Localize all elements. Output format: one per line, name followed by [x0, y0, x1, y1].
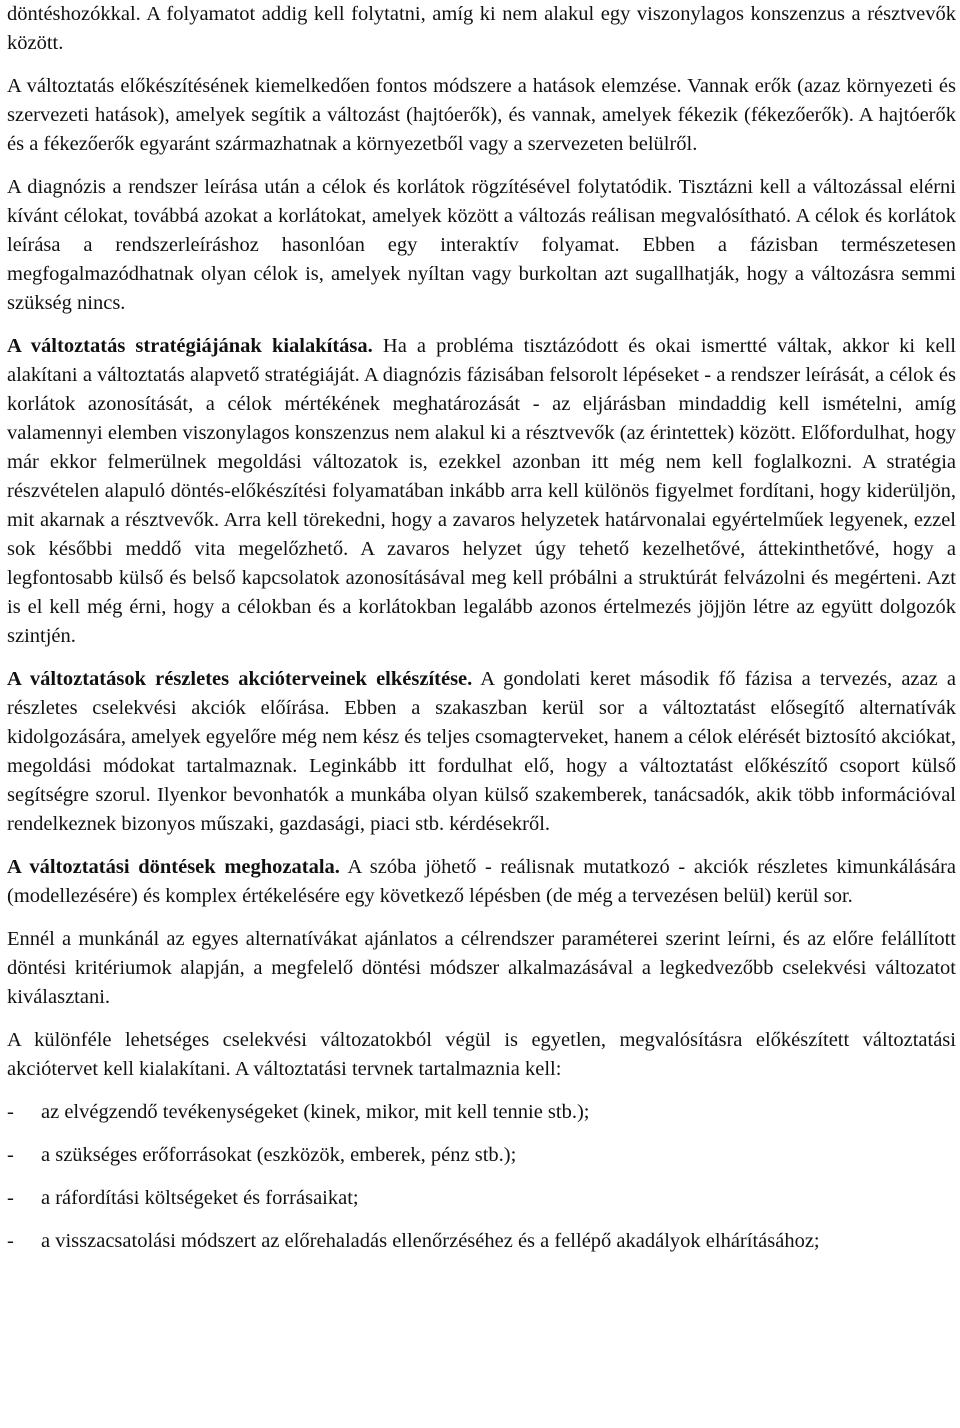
list-item-text: a ráfordítási költségeket és forrásaikat; — [41, 1187, 359, 1209]
paragraph-text: A diagnózis a rendszer leírása után a célok és korlátok rögzítésével folytatódik. Tisztázni kell a változással elérni kívánt célokat, továbbá azokat a korlátokat, amelyek között a változás reálisan megvalósítható. A célok és korlátok leírása a rendszerleíráshoz hasonlóan egy interaktív folyamat. Ebben a fázisban természetesen megfogalmazódhatnak olyan célok is, amelyek nyíltan vagy burkoltan azt sugallhatják, hogy a változásra semmi szükség nincs. — [7, 176, 956, 314]
paragraph-text: A változtatás előkészítésének kiemelkedően fontos módszere a hatások elemzése. Vannak erők (azaz környezeti és szervezeti hatások), amelyek segítik a változást (hajtóerők), és vannak, amelyek fékezik (fékezőerők). A hajtóerők és a fékezőerők egyaránt származhatnak a környezetből vagy a szervezeten belülről. — [7, 75, 956, 155]
list-marker: - — [7, 1187, 14, 1209]
paragraph-text: Ha a probléma tisztázódott és okai ismertté váltak, akkor ki kell alakítani a változtatás alapvető stratégiáját. A diagnózis fázisában felsorolt lépéseket - a rendszer leírását, a célok és korlátok azonosítását, a célok mértékének meghatározását - az eljárásban mindaddig kell ismételni, amíg valamennyi elemben viszonylagos konszenzus nem alakul ki a résztvevők (az érintettek) között. Előfordulhat, hogy már ekkor felmerülnek megoldási változatok is, ezekkel azonban itt még nem kell foglalkozni. A stratégia részvételen alapuló döntés-előkészítési folyamatában inkább arra kell különös figyelmet fordítani, hogy kiderüljön, mit akarnak a résztvevők. Arra kell törekedni, hogy a zavaros helyzetek határvonalai egyértelműek legyenek, ezzel sok későbbi meddő vita megelőzhető. A zavaros helyzet úgy tehető kezelhetővé, áttekinthetővé, hogy a legfontosabb külső és belső kapcsolatok azonosításával meg kell próbálni a struktúrát felvázolni és megérteni. Azt is el kell még érni, hogy a célokban és a korlátokban legalább azonos értelmezés jöjjön létre az együtt dolgozók szintjén. — [7, 335, 956, 647]
paragraph-strategy — [7, 332, 956, 651]
paragraph-goals-constraints — [7, 173, 956, 318]
paragraph-text: A gondolati keret második fő fázisa a tervezés, azaz a részletes cselekvési akciók előírása. Ebben a szakaszban kerül sor a változtatást elősegítő alternatívák kidolgozására, amelyek egyelőre még nem kész és teljes csomagterveket, hanem a célok elérését biztosító akciókat, megoldási módokat tartalmaznak. Leginkább itt fordulhat elő, hogy a változtatást előkészítő csoport külső segítségre szorul. Ilyenkor bevonhatók a munkába olyan külső szakemberek, tanácsadók, akik több információval rendelkeznek bizonyos műszaki, gazdasági, piaci stb. kérdésekről. — [7, 668, 956, 835]
paragraph-decisions — [7, 853, 956, 911]
list-item — [7, 1141, 956, 1170]
paragraph-alternatives — [7, 925, 956, 1012]
paragraph-text: A szóba jöhető - reálisnak mutatkozó - akciók részletes kimunkálására (modellezésére) és komplex értékelésére egy következő lépésben (de még a tervezésen belül) kerül sor. — [7, 856, 957, 907]
list-item — [7, 1184, 956, 1213]
plan-requirements-list — [7, 1098, 956, 1256]
paragraph-force-analysis — [7, 72, 956, 159]
list-item-text: a szükséges erőforrásokat (eszközök, emberek, pénz stb.); — [41, 1144, 517, 1166]
list-item — [7, 1227, 956, 1256]
paragraph-action-plans — [7, 665, 956, 839]
list-item — [7, 1098, 956, 1127]
paragraph-heading: A változtatási döntések meghozatala. — [7, 856, 340, 878]
paragraph-consensus — [7, 0, 956, 58]
list-item-text: az elvégzendő tevékenységeket (kinek, mikor, mit kell tennie stb.); — [41, 1101, 590, 1123]
document-page — [7, 0, 956, 1270]
list-item-text: a visszacsatolási módszert az előrehaladás ellenőrzéséhez és a fellépő akadályok elhárításához; — [41, 1230, 820, 1252]
paragraph-text: Ennél a munkánál az egyes alternatívákat ajánlatos a célrendszer paraméterei szerint leírni, és az előre felállított döntési kritériumok alapján, a megfelelő döntési módszer alkalmazásával a legkedvezőbb cselekvési változatot kiválasztani. — [7, 928, 956, 1008]
list-marker: - — [7, 1230, 14, 1252]
paragraph-heading: A változtatások részletes akcióterveinek elkészítése. — [7, 668, 473, 690]
list-marker: - — [7, 1144, 14, 1166]
paragraph-plan-contents — [7, 1026, 956, 1084]
paragraph-text: A különféle lehetséges cselekvési változatokból végül is egyetlen, megvalósításra előkészített változtatási akciótervet kell kialakítani. A változtatási tervnek tartalmaznia kell: — [7, 1029, 956, 1080]
paragraph-text: döntéshozókkal. A folyamatot addig kell folytatni, amíg ki nem alakul egy viszonylagos konszenzus a résztvevők között. — [7, 3, 956, 54]
paragraph-heading: A változtatás stratégiájának kialakítása. — [7, 335, 373, 357]
list-marker: - — [7, 1101, 14, 1123]
